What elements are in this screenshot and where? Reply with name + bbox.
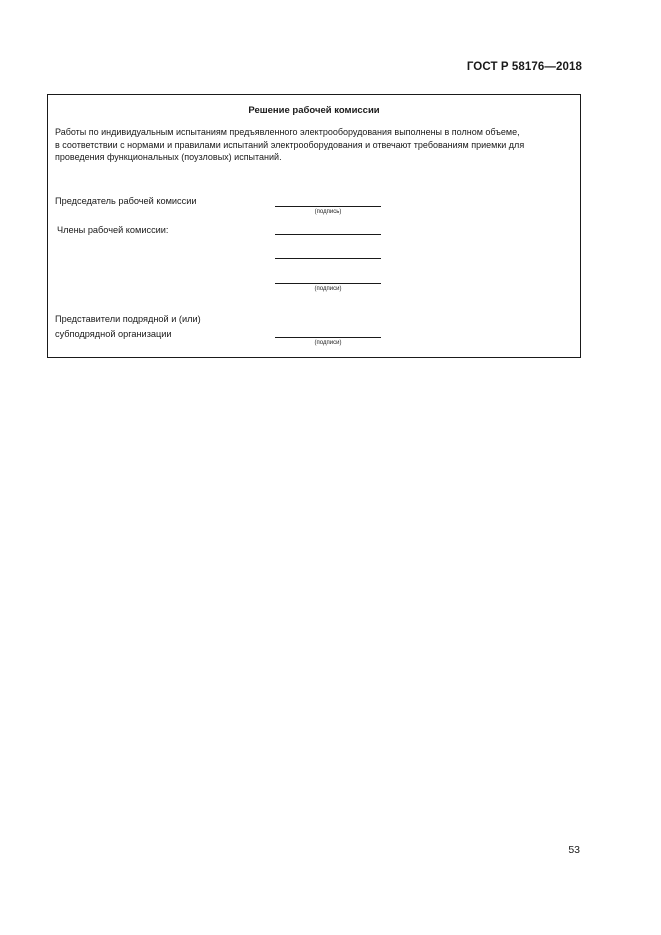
chairman-label: Председатель рабочей комиссии xyxy=(55,196,197,206)
page-number: 53 xyxy=(568,844,580,856)
member-signature-line xyxy=(275,258,381,259)
member-signature-line xyxy=(275,283,381,284)
commission-decision-box xyxy=(47,94,581,358)
decision-text xyxy=(55,126,574,164)
decision-text-line: в соответствии с нормами и правилами испытаний электрооборудования и отвечают требованиям приемки для xyxy=(55,139,525,150)
contractors-label-line1: Представители подрядной и (или) xyxy=(55,314,201,324)
contractors-signature-line xyxy=(275,337,381,338)
decision-text-line: Работы по индивидуальным испытаниям предъявленного электрооборудования выполнены в полном объеме, xyxy=(55,127,520,137)
contractors-label-line2: субподрядной организации xyxy=(55,329,172,339)
chairman-signature-caption: (подпись) xyxy=(314,209,342,215)
decision-text-line: проведения функциональных (поузловых) испытаний. xyxy=(55,152,282,162)
decision-title: Решение рабочей комиссии xyxy=(248,105,380,116)
members-label: Члены рабочей комиссии: xyxy=(57,225,169,235)
contractors-signature-caption: (подписи) xyxy=(314,340,342,346)
members-signature-caption: (подписи) xyxy=(314,286,342,292)
member-signature-line xyxy=(275,234,381,235)
document-code: ГОСТ Р 58176—2018 xyxy=(466,61,582,73)
chairman-signature-line xyxy=(275,206,381,207)
